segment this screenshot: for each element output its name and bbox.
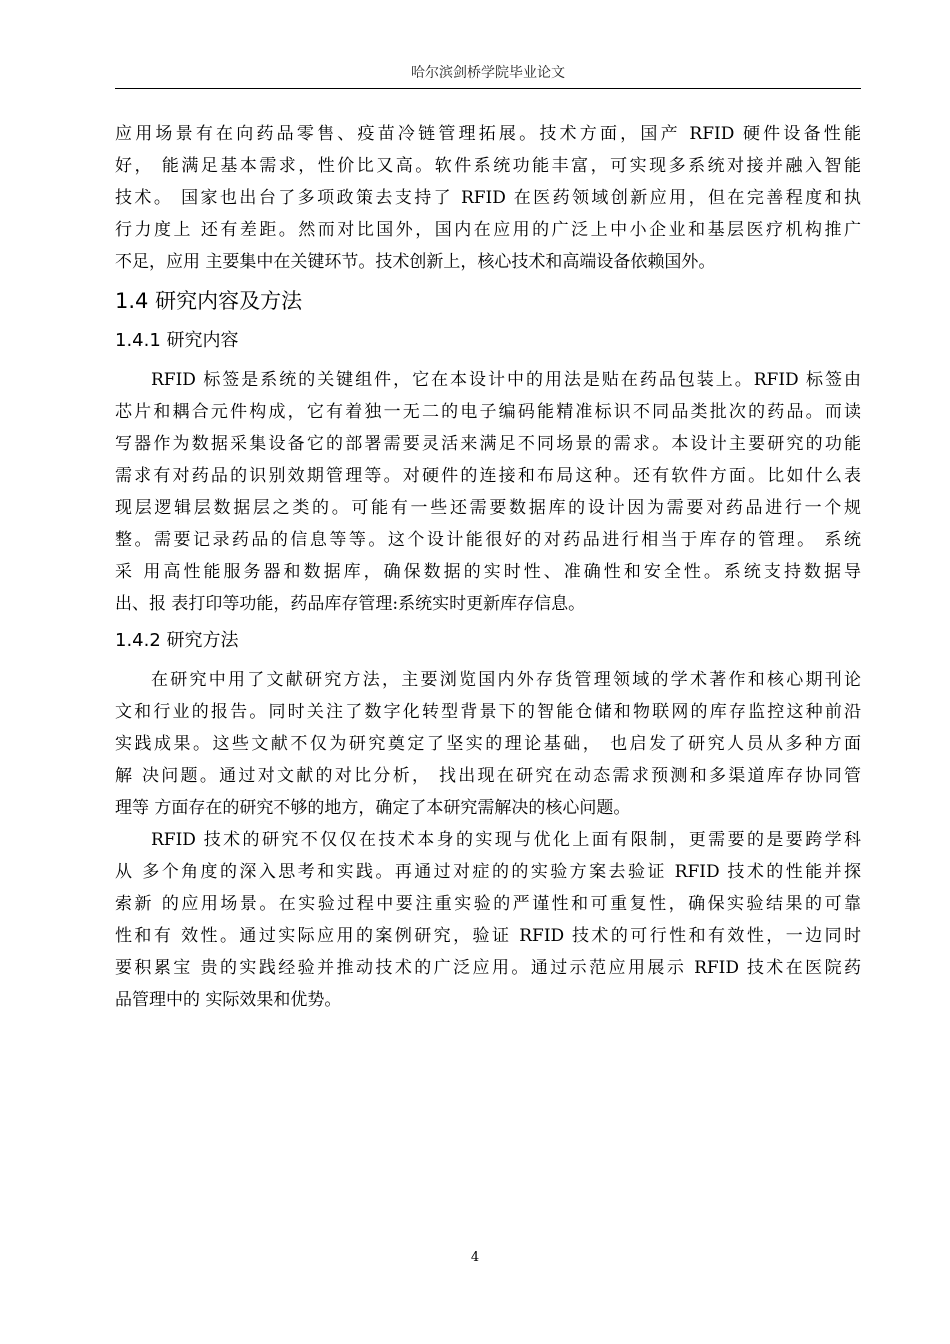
section-heading: 1.4 研究内容及方法 [115,289,303,313]
text-line: 好， 能满足基本需求，性价比又高。软件系统功能丰富，可实现多系统对接并融入智能 [115,156,861,176]
intro-paragraph [115,118,861,278]
research-method-paragraph-2 [115,824,861,1016]
subsection-heading-content: 1.4.1 研究内容 [115,330,239,351]
subsection-heading-method: 1.4.2 研究方法 [115,630,239,651]
text-line: 行力度上 还有差距。然而对比国外，国内在应用的广泛上中小企业和基层医疗机构推广 [115,220,861,240]
text-line: 文和行业的报告。同时关注了数字化转型背景下的智能仓储和物联网的库存监控这种前沿 [115,702,861,722]
text-line: 解 决问题。通过对文献的对比分析， 找出现在研究在动态需求预测和多渠道库存协同管 [115,766,861,786]
text-line: 品管理中的 实际效果和优势。 [115,990,342,1010]
header-divider [115,88,861,89]
research-content-paragraph [115,364,861,620]
page-number: 4 [470,1250,480,1265]
running-header: 哈尔滨剑桥学院毕业论文 [411,65,565,81]
text-line: 技术。 国家也出台了多项政策去支持了 RFID 在医药领域创新应用，但在完善程度和执 [115,188,861,208]
text-line: 采 用高性能服务器和数据库，确保数据的实时性、准确性和安全性。系统支持数据导 [115,562,861,582]
text-line: 应用场景有在向药品零售、疫苗冷链管理拓展。技术方面，国产 RFID 硬件设备性能 [115,124,861,144]
text-line: 实践成果。这些文献不仅为研究奠定了坚实的理论基础， 也启发了研究人员从多种方面 [115,734,861,754]
text-line: 在研究中用了文献研究方法，主要浏览国内外存货管理领域的学术著作和核心期刊论 [151,670,861,690]
text-line: 现层逻辑层数据层之类的。可能有一些还需要数据库的设计因为需要对药品进行一个规 [115,498,861,518]
text-line: 性和有 效性。通过实际应用的案例研究，验证 RFID 技术的可行性和有效性，一边同时 [115,926,861,946]
text-line: 出、报 表打印等功能，药品库存管理:系统实时更新库存信息。 [115,594,586,614]
text-line: 整。需要记录药品的信息等等。这个设计能很好的对药品进行相当于库存的管理。 系统 [115,530,861,550]
text-line: 索新 的应用场景。在实验过程中要注重实验的严谨性和可重复性，确保实验结果的可靠 [115,894,861,914]
text-line: RFID 标签是系统的关键组件，它在本设计中的用法是贴在药品包装上。RFID 标签由 [151,370,861,390]
text-line: 不足，应用 主要集中在关键环节。技术创新上，核心技术和高端设备依赖国外。 [115,252,716,272]
page-body [115,118,861,1016]
text-line: 芯片和耦合元件构成，它有着独一无二的电子编码能精准标识不同品类批次的药品。而读 [115,402,861,422]
text-line: RFID 技术的研究不仅仅在技术本身的实现与优化上面有限制，更需要的是要跨学科 [151,830,861,850]
text-line: 需求有对药品的识别效期管理等。对硬件的连接和布局这种。还有软件方面。比如什么表 [115,466,861,486]
research-method-paragraph-1 [115,664,861,824]
text-line: 写器作为数据采集设备它的部署需要灵活来满足不同场景的需求。本设计主要研究的功能 [115,434,861,454]
text-line: 理等 方面存在的研究不够的地方，确定了本研究需解决的核心问题。 [115,798,631,818]
text-line: 要积累宝 贵的实践经验并推动技术的广泛应用。通过示范应用展示 RFID 技术在医院药 [115,958,861,978]
text-line: 从 多个角度的深入思考和实践。再通过对症的的实验方案去验证 RFID 技术的性能并探 [115,862,861,882]
